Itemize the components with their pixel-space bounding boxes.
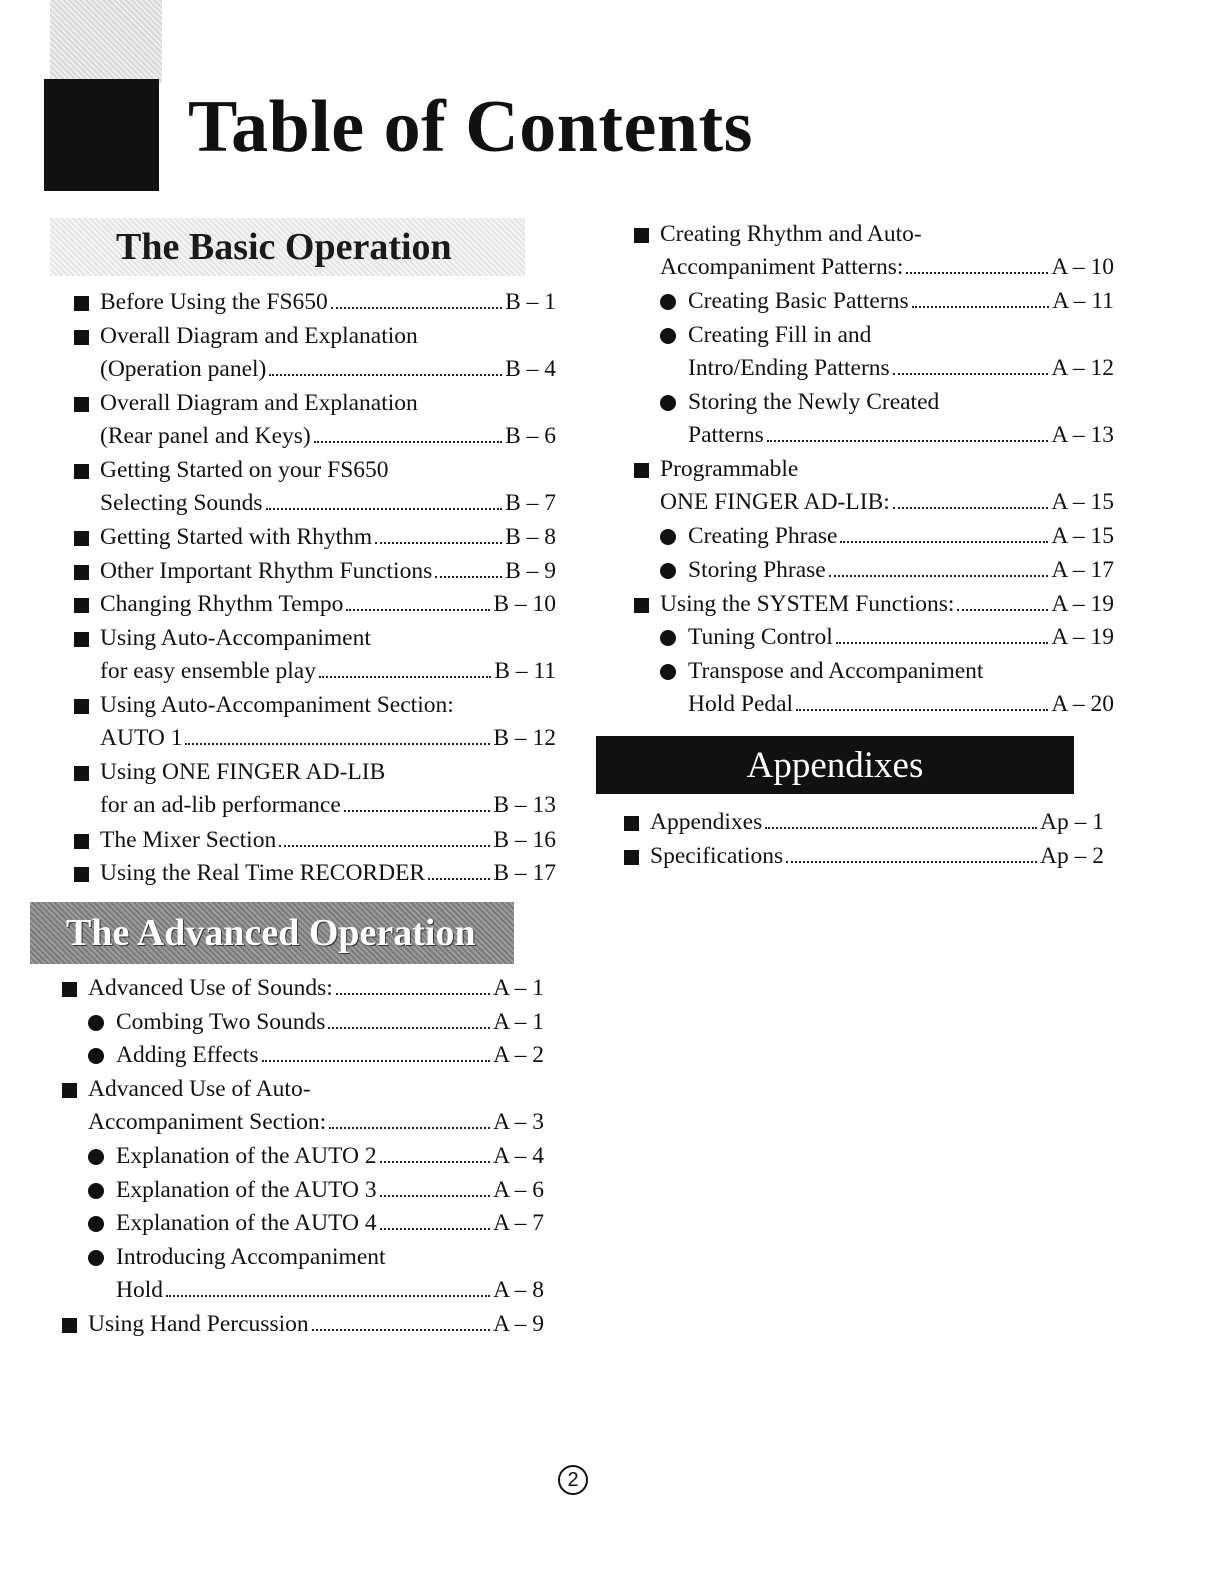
toc-page-ref: A – 6: [493, 1176, 544, 1203]
dot-leader: [829, 575, 1049, 577]
toc-entry[interactable]: [624, 806, 1104, 839]
bullet-dot-icon: [88, 1183, 104, 1199]
toc-entry[interactable]: [74, 286, 556, 319]
dot-leader: [893, 507, 1049, 509]
toc-page-ref: A – 15: [1051, 489, 1114, 516]
toc-entry[interactable]: [88, 1039, 544, 1072]
dot-leader: [380, 1228, 490, 1230]
section-heading-appendixes: Appendixes: [596, 736, 1074, 794]
toc-page-ref: A – 7: [493, 1210, 544, 1237]
bullet-dot-icon: [660, 563, 676, 579]
toc-entry-text: Accompaniment Patterns:: [660, 254, 904, 280]
title-marker-block: [44, 79, 159, 191]
toc-entry-text: Hold Pedal: [688, 690, 794, 717]
toc-entry[interactable]: [74, 454, 556, 520]
dot-leader: [912, 306, 1050, 308]
dot-leader: [765, 827, 1037, 829]
toc-page-ref: B – 1: [505, 289, 556, 315]
toc-entry-text: Hold: [116, 1276, 163, 1303]
toc-page-ref: B – 12: [493, 725, 556, 752]
dot-leader: [269, 374, 502, 376]
toc-entry-text: Other Important Rhythm Functions: [100, 557, 433, 584]
toc-entry-text: Overall Diagram and Explanation: [100, 322, 418, 349]
dot-leader: [428, 878, 490, 880]
toc-entry[interactable]: [62, 1308, 544, 1341]
bullet-square-icon: [74, 699, 89, 714]
dot-leader: [786, 861, 1037, 863]
toc-page-ref: A – 15: [1051, 523, 1114, 550]
toc-entry[interactable]: [660, 655, 1114, 721]
toc-entry[interactable]: [88, 1006, 544, 1039]
toc-entry-text: Storing the Newly Created: [688, 389, 940, 415]
toc-entry[interactable]: [74, 824, 556, 857]
toc-page-ref: Ap – 2: [1040, 842, 1104, 869]
toc-entry-text: Using Hand Percussion: [88, 1311, 309, 1337]
dot-leader: [312, 1329, 490, 1331]
dot-leader: [331, 307, 502, 309]
toc-entry[interactable]: [634, 218, 1114, 284]
toc-entry[interactable]: [74, 622, 556, 688]
bullet-dot-icon: [660, 664, 676, 680]
toc-entry-text: Specifications: [650, 842, 784, 869]
toc-entry-text: Creating Fill in and: [688, 321, 872, 348]
toc-entry-text: Storing Phrase: [688, 557, 826, 583]
dot-leader: [319, 676, 491, 678]
bullet-square-icon: [634, 228, 649, 243]
toc-entry-text: Adding Effects: [116, 1042, 259, 1069]
toc-entry-text: Getting Started with Rhythm: [100, 524, 373, 551]
toc-entry-text: Accompaniment Section:: [88, 1108, 327, 1135]
toc-page-ref: B – 10: [493, 591, 556, 618]
toc-entry-text: for an ad-lib performance: [100, 792, 341, 819]
toc-entry[interactable]: [74, 689, 556, 755]
bullet-square-icon: [74, 330, 89, 345]
toc-entry-text: Selecting Sounds: [100, 490, 263, 516]
toc-entry-text: Tuning Control: [688, 624, 833, 651]
dot-leader: [836, 642, 1049, 644]
dot-leader: [262, 1060, 491, 1062]
bullet-square-icon: [624, 816, 639, 831]
toc-entry[interactable]: [660, 386, 1114, 452]
toc-page-ref: B – 17: [493, 860, 556, 887]
bullet-dot-icon: [88, 1216, 104, 1232]
dot-leader: [767, 440, 1049, 442]
dot-leader: [840, 541, 1048, 543]
dot-leader: [328, 1027, 490, 1029]
toc-page-ref: B – 4: [505, 355, 556, 382]
dot-leader: [266, 508, 503, 510]
toc-entry[interactable]: [62, 1073, 544, 1139]
toc-page-ref: A – 3: [493, 1108, 544, 1135]
bullet-square-icon: [634, 598, 649, 613]
toc-entry-text: Programmable: [660, 456, 799, 483]
bullet-dot-icon: [660, 395, 676, 411]
bullet-square-icon: [624, 850, 639, 865]
bullet-square-icon: [74, 464, 89, 479]
toc-entry[interactable]: [74, 555, 556, 588]
dot-leader: [344, 810, 491, 812]
bullet-square-icon: [62, 1083, 77, 1098]
toc-entry[interactable]: [62, 972, 544, 1005]
bullet-square-icon: [74, 632, 89, 647]
toc-entry[interactable]: [88, 1140, 544, 1173]
toc-entry[interactable]: [660, 319, 1114, 385]
bullet-square-icon: [74, 531, 89, 546]
dot-leader: [906, 272, 1048, 274]
dot-leader: [893, 373, 1049, 375]
bullet-dot-icon: [660, 294, 676, 310]
toc-entry-text: for easy ensemble play: [100, 658, 316, 684]
toc-entry[interactable]: [74, 756, 556, 822]
bullet-dot-icon: [88, 1250, 104, 1266]
page-number: 2: [558, 1465, 588, 1495]
toc-entry-text: Changing Rhythm Tempo: [100, 591, 344, 618]
toc-page-ref: A – 13: [1051, 422, 1114, 448]
toc-entry[interactable]: [660, 621, 1114, 654]
toc-entry-text: The Mixer Section: [100, 826, 277, 853]
toc-entry-text: Advanced Use of Auto-: [88, 1075, 311, 1102]
toc-page-ref: B – 11: [494, 658, 556, 684]
page-title: Table of Contents: [188, 86, 753, 168]
toc-page-ref: Ap – 1: [1040, 809, 1104, 835]
toc-page-ref: A – 19: [1051, 624, 1114, 651]
dot-leader: [185, 743, 490, 745]
toc-entry-text: Patterns: [688, 422, 764, 448]
toc-page-ref: A – 17: [1051, 557, 1114, 583]
toc-entry-text: (Rear panel and Keys): [100, 422, 311, 449]
toc-entry[interactable]: [74, 387, 556, 453]
bullet-square-icon: [74, 565, 89, 580]
toc-page-ref: B – 7: [505, 490, 556, 516]
toc-page-ref: A – 2: [493, 1042, 544, 1069]
section-heading-advanced: The Advanced Operation: [30, 902, 514, 964]
toc-entry[interactable]: [660, 285, 1114, 318]
toc-entry[interactable]: [88, 1174, 544, 1207]
bullet-square-icon: [74, 397, 89, 412]
bullet-dot-icon: [88, 1015, 104, 1031]
toc-entry-text: ONE FINGER AD-LIB:: [660, 489, 890, 516]
toc-page-ref: A – 4: [493, 1143, 544, 1169]
bullet-square-icon: [62, 982, 77, 997]
bullet-dot-icon: [660, 328, 676, 344]
toc-entry-text: Using the SYSTEM Functions:: [660, 590, 955, 617]
toc-page-ref: A – 1: [493, 975, 544, 1001]
bullet-square-icon: [62, 1318, 77, 1333]
dot-leader: [796, 709, 1048, 711]
dot-leader: [329, 1127, 490, 1129]
toc-entry-text: Appendixes: [650, 809, 763, 835]
toc-entry[interactable]: [624, 840, 1104, 873]
toc-entry-text: Explanation of the AUTO 3: [116, 1176, 377, 1203]
toc-page-ref: B – 8: [505, 524, 556, 551]
toc-page-ref: A – 20: [1051, 690, 1114, 717]
toc-entry-text: Introducing Accompaniment: [116, 1243, 386, 1270]
toc-page-ref: B – 16: [493, 826, 556, 853]
dot-leader: [166, 1295, 490, 1297]
toc-entry-text: Creating Phrase: [688, 523, 838, 550]
toc-page-ref: B – 13: [493, 792, 556, 819]
toc-entry-text: Transpose and Accompaniment: [688, 657, 984, 684]
toc-page-ref: A – 1: [493, 1008, 544, 1035]
dot-leader: [375, 542, 502, 544]
toc-entry[interactable]: [74, 320, 556, 386]
toc-entry[interactable]: [634, 588, 1114, 621]
section-heading-basic: The Basic Operation: [50, 218, 525, 276]
toc-entry[interactable]: [74, 521, 556, 554]
toc-entry-text: Using ONE FINGER AD-LIB: [100, 759, 386, 786]
toc-entry-text: AUTO 1: [100, 725, 183, 752]
bullet-dot-icon: [88, 1048, 104, 1064]
toc-page-ref: A – 11: [1052, 288, 1114, 315]
toc-page-ref: B – 9: [505, 557, 556, 584]
toc-page-ref: A – 12: [1051, 354, 1114, 381]
dot-leader: [380, 1161, 490, 1163]
toc-entry-text: Using Auto-Accompaniment Section:: [100, 692, 454, 719]
toc-entry[interactable]: [660, 554, 1114, 587]
toc-entry-text: Intro/Ending Patterns: [688, 354, 890, 381]
bullet-square-icon: [74, 598, 89, 613]
dot-leader: [435, 576, 502, 578]
toc-entry-text: Before Using the FS650: [100, 289, 328, 315]
dot-leader: [279, 845, 490, 847]
toc-entry[interactable]: [74, 857, 556, 890]
dot-leader: [336, 993, 490, 995]
toc-page-ref: A – 19: [1051, 590, 1114, 617]
dot-leader: [346, 609, 490, 611]
bullet-square-icon: [634, 463, 649, 478]
toc-entry-text: Creating Basic Patterns: [688, 288, 909, 315]
toc-entry[interactable]: [88, 1241, 544, 1307]
toc-entry-text: (Operation panel): [100, 355, 267, 382]
toc-page-ref: A – 9: [493, 1311, 544, 1337]
bullet-square-icon: [74, 766, 89, 781]
toc-entry-text: Using Auto-Accompaniment: [100, 625, 371, 651]
toc-entry[interactable]: [74, 588, 556, 621]
toc-entry-text: Explanation of the AUTO 4: [116, 1210, 377, 1237]
dot-leader: [957, 609, 1048, 611]
toc-entry-text: Getting Started on your FS650: [100, 457, 389, 483]
bullet-dot-icon: [660, 529, 676, 545]
toc-page-ref: B – 6: [505, 422, 556, 449]
toc-entry-text: Explanation of the AUTO 2: [116, 1143, 377, 1169]
toc-page-ref: A – 10: [1051, 254, 1114, 280]
bullet-square-icon: [74, 867, 89, 882]
bullet-square-icon: [74, 834, 89, 849]
dot-leader: [314, 441, 502, 443]
toc-entry-text: Combing Two Sounds: [116, 1008, 326, 1035]
toc-entry[interactable]: [660, 520, 1114, 553]
toc-entry-text: Creating Rhythm and Auto-: [660, 221, 922, 247]
toc-entry[interactable]: [634, 453, 1114, 519]
toc-entry-text: Advanced Use of Sounds:: [88, 975, 333, 1001]
bullet-square-icon: [74, 296, 89, 311]
bullet-dot-icon: [660, 630, 676, 646]
dot-leader: [380, 1195, 490, 1197]
bullet-dot-icon: [88, 1149, 104, 1165]
scan-shading: [50, 0, 162, 84]
toc-entry[interactable]: [88, 1207, 544, 1240]
toc-entry-text: Overall Diagram and Explanation: [100, 389, 418, 416]
toc-entry-text: Using the Real Time RECORDER: [100, 860, 426, 887]
toc-page-ref: A – 8: [493, 1276, 544, 1303]
